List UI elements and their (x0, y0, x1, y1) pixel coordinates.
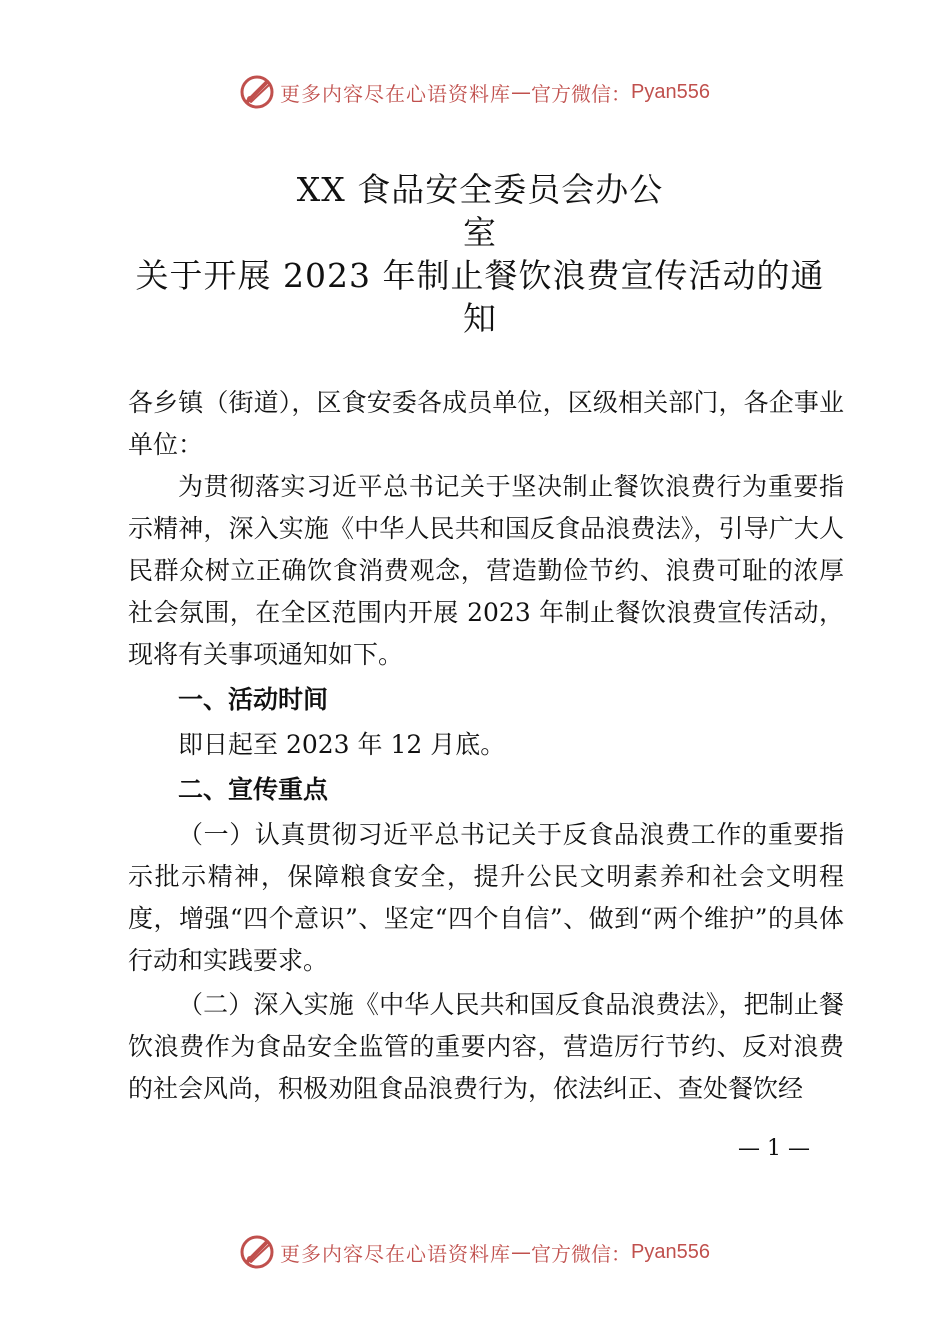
watermark-text: 更多内容尽在心语资料库 (280, 81, 511, 106)
watermark-banner-bottom (238, 1232, 710, 1272)
watermark-separator: — (511, 80, 531, 104)
pen-seal-icon (238, 73, 276, 111)
page-number: — 1 — (738, 1136, 810, 1161)
title-line: 室 (463, 213, 497, 252)
intro-paragraph: 为贯彻落实习近平总书记关于坚决制止餐饮浪费行为重要指示精神，深入实施《中华人民共和国反食品浪费法》，引导广大人民群众树立正确饮食消费观念，营造勤俭节约、浪费可耻的浓厚社会氛围，在全区范围内开展 2023 年制止餐饮浪费宣传活动，现将有关事项通知如下。 (128, 472, 844, 669)
pen-seal-icon (238, 1233, 276, 1271)
watermark-separator: — (511, 1240, 531, 1264)
section-time-text: 即日起至 2023 年 12 月底。 (178, 730, 506, 759)
focus-point-1: （一）认真贯彻习近平总书记关于反食品浪费工作的重要指示批示精神，保障粮食安全，提升公民文明素养和社会文明程度，增强“四个意识”、坚定“四个自信”、做到“两个维护”的具体行动和实践要求。 (128, 820, 844, 975)
document-body (128, 382, 844, 1110)
watermark-wechat-label: 官方微信： (531, 1241, 631, 1266)
section-heading-focus: 二、宣传重点 (178, 775, 329, 804)
watermark-banner-top (238, 72, 710, 112)
focus-point-2: （二）深入实施《中华人民共和国反食品浪费法》，把制止餐饮浪费作为食品安全监管的重要内容，营造厉行节约、反对浪费的社会风尚，积极劝阻食品浪费行为，依法纠正、查处餐饮经 (128, 990, 844, 1103)
document-title (100, 168, 860, 340)
title-line: XX 食品安全委员会办公 (296, 170, 664, 209)
title-line: 知 (463, 299, 497, 338)
watermark-wechat-id: Pyan556 (631, 1240, 710, 1263)
title-line: 关于开展 2023 年制止餐饮浪费宣传活动的通 (135, 256, 825, 295)
watermark-wechat-label: 官方微信： (531, 81, 631, 106)
section-heading-time: 一、活动时间 (178, 685, 329, 714)
watermark-text: 更多内容尽在心语资料库 (280, 1241, 511, 1266)
salutation: 各乡镇（街道），区食安委各成员单位，区级相关部门，各企事业单位： (128, 388, 844, 459)
watermark-wechat-id: Pyan556 (631, 80, 710, 103)
